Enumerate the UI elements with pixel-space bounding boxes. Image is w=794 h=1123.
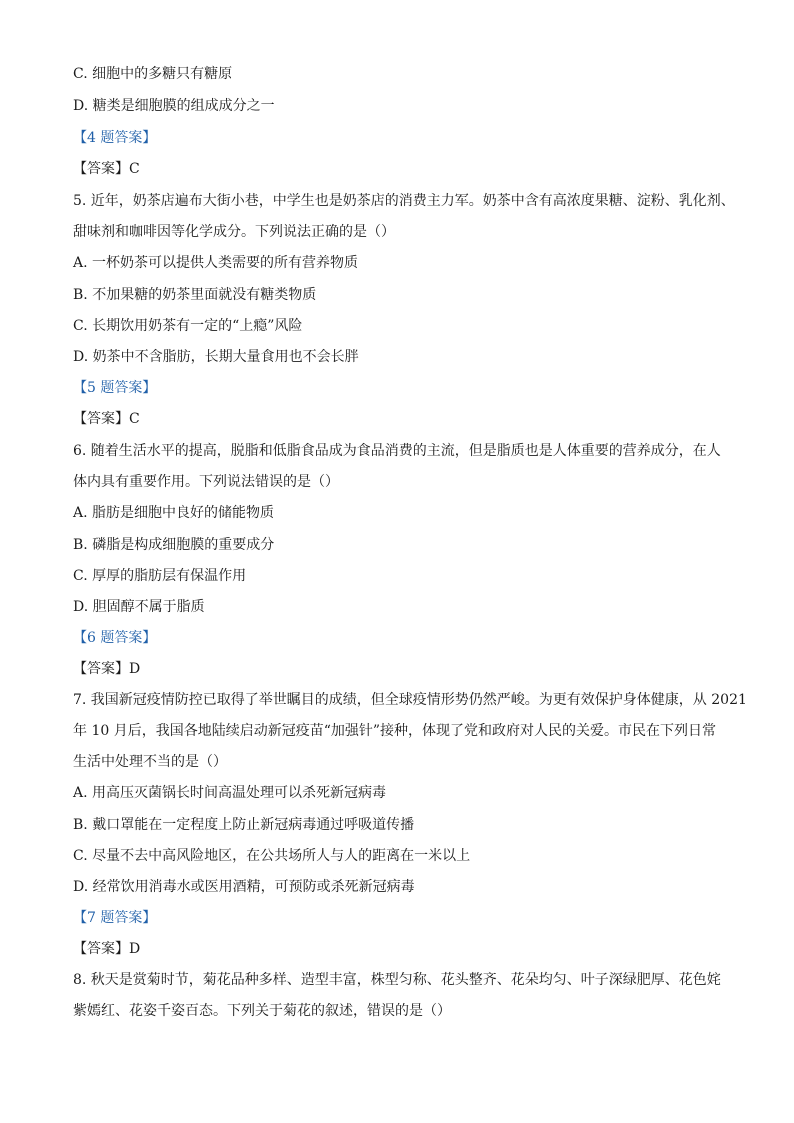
q6-option-c: C. 厚厚的脂肪层有保温作用 xyxy=(73,568,247,584)
q7-option-a: A. 用高压灭菌锅长时间高温处理可以杀死新冠病毒 xyxy=(73,785,387,801)
q5-answer: 【答案】C xyxy=(73,411,140,427)
q5-option-d: D. 奶茶中不含脂肪，长期大量食用也不会长胖 xyxy=(73,349,359,365)
q5-option-a: A. 一杯奶茶可以提供人类需要的所有营养物质 xyxy=(73,255,359,271)
q7-option-d: D. 经常饮用消毒水或医用酒精，可预防或杀死新冠病毒 xyxy=(73,879,415,895)
q7-answer-header: 【7 题答案】 xyxy=(73,910,157,926)
q5-option-b: B. 不加果糖的奶茶里面就没有糖类物质 xyxy=(73,287,317,303)
q8-stem-line2: 紫嫣红、花姿千姿百态。下列关于菊花的叙述，错误的是（） xyxy=(73,1003,451,1019)
q6-option-d: D. 胆固醇不属于脂质 xyxy=(73,599,205,615)
q6-stem-line2: 体内具有重要作用。下列说法错误的是（） xyxy=(73,474,339,490)
q5-stem-line2: 甜味剂和咖啡因等化学成分。下列说法正确的是（） xyxy=(73,224,395,240)
q4-answer: 【答案】C xyxy=(73,161,140,177)
q7-option-b: B. 戴口罩能在一定程度上防止新冠病毒通过呼吸道传播 xyxy=(73,817,415,833)
q7-option-c: C. 尽量不去中高风险地区，在公共场所人与人的距离在一米以上 xyxy=(73,848,471,864)
q7-stem-line2: 年 10 月后，我国各地陆续启动新冠疫苗“加强针”接种，体现了党和政府对人民的关爱。市民在下列日常 xyxy=(73,723,717,739)
q6-option-a: A. 脂肪是细胞中良好的储能物质 xyxy=(73,505,275,521)
q7-answer: 【答案】D xyxy=(73,941,141,957)
q8-stem-line1: 8. 秋天是赏菊时节，菊花品种多样、造型丰富，株型匀称、花头整齐、花朵均匀、叶子深绿肥厚、花色姹 xyxy=(73,972,721,988)
q4-option-d: D. 糖类是细胞膜的组成成分之一 xyxy=(73,98,275,114)
q4-option-c: C. 细胞中的多糖只有糖原 xyxy=(73,66,233,82)
q6-stem-line1: 6. 随着生活水平的提高，脱脂和低脂食品成为食品消费的主流，但是脂质也是人体重要的营养成分，在人 xyxy=(73,443,721,459)
q5-answer-header: 【5 题答案】 xyxy=(73,380,157,396)
q6-answer: 【答案】D xyxy=(73,661,141,677)
q5-stem-line1: 5. 近年，奶茶店遍布大街小巷，中学生也是奶茶店的消费主力军。奶茶中含有高浓度果糖、淀粉、乳化剂、 xyxy=(73,193,735,209)
q7-stem-line3: 生活中处理不当的是（） xyxy=(73,754,227,770)
q4-answer-header: 【4 题答案】 xyxy=(73,130,157,146)
q6-answer-header: 【6 题答案】 xyxy=(73,630,157,646)
q5-option-c: C. 长期饮用奶茶有一定的“上瘾”风险 xyxy=(73,318,303,334)
q7-stem-line1: 7. 我国新冠疫情防控已取得了举世瞩目的成绩，但全球疫情形势仍然严峻。为更有效保护身体健康，从 2021 xyxy=(73,692,747,708)
q6-option-b: B. 磷脂是构成细胞膜的重要成分 xyxy=(73,537,275,553)
